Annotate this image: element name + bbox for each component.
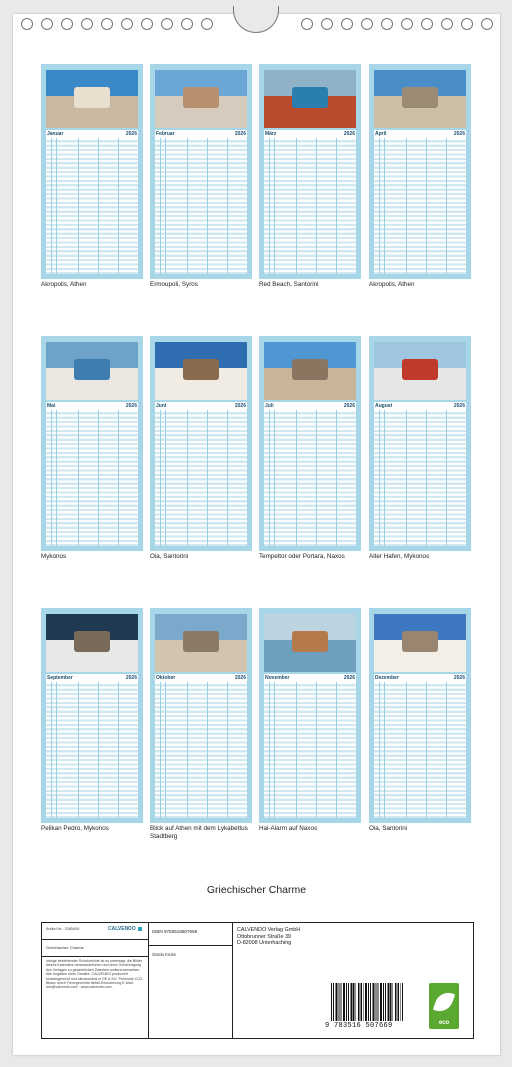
- month-year: 2026: [234, 130, 246, 137]
- ring-hole: [321, 18, 333, 30]
- month-header: [264, 674, 356, 681]
- day-rows: [374, 410, 466, 546]
- month-tile: [41, 608, 143, 823]
- photo-caption: Alter Hafen, Mykonos: [369, 553, 430, 560]
- day-rows: [374, 682, 466, 818]
- month-tile: [369, 336, 471, 551]
- month-tile: [41, 64, 143, 279]
- month-photo: [155, 342, 247, 400]
- publisher-address: [237, 927, 300, 947]
- month-photo: [46, 614, 138, 672]
- ring-hole: [121, 18, 133, 30]
- short-title: Griechischer Charme: [46, 945, 84, 950]
- month-header: [155, 130, 247, 137]
- calendar-page: [13, 14, 500, 1055]
- ring-hole: [401, 18, 413, 30]
- photo-caption: Blick auf Athen mit dem Lykabettus Stadtberg: [150, 825, 248, 840]
- month-header: [155, 674, 247, 681]
- ring-hole: [41, 18, 53, 30]
- day-rows: [264, 410, 356, 546]
- month-tile: [369, 64, 471, 279]
- ring-hole: [161, 18, 173, 30]
- month-year: 2026: [125, 674, 137, 681]
- month-tile: [259, 608, 361, 823]
- month-name: Juni: [156, 402, 167, 409]
- barcode: [331, 983, 403, 1021]
- day-rows: [374, 138, 466, 274]
- ring-hole: [461, 18, 473, 30]
- day-rows: [46, 138, 138, 274]
- ring-hole: [141, 18, 153, 30]
- ring-hole: [361, 18, 373, 30]
- ring-hole: [481, 18, 493, 30]
- month-grid-table: [264, 402, 356, 546]
- month-name: Februar: [156, 130, 175, 137]
- month-grid-table: [264, 130, 356, 274]
- month-header: [374, 130, 466, 137]
- month-header: [374, 402, 466, 409]
- month-tile: [41, 336, 143, 551]
- imprint-right-column: [233, 923, 473, 1038]
- publisher-line: CALVENDO Verlag GmbH: [237, 927, 301, 933]
- ring-hole: [61, 18, 73, 30]
- ring-hole: [181, 18, 193, 30]
- month-year: 2026: [453, 674, 465, 681]
- month-tile: [369, 608, 471, 823]
- ring-hole: [201, 18, 213, 30]
- photo-caption: Hai-Alarm auf Naxos: [259, 825, 318, 832]
- ring-hole: [381, 18, 393, 30]
- imprint-middle-column: [149, 923, 233, 1038]
- ring-hole: [81, 18, 93, 30]
- month-year: 2026: [343, 674, 355, 681]
- day-rows: [264, 682, 356, 818]
- month-photo: [264, 70, 356, 128]
- month-photo: [374, 70, 466, 128]
- ring-hole: [441, 18, 453, 30]
- day-rows: [155, 410, 247, 546]
- photo-caption: Ermoupoli, Syros: [150, 281, 198, 288]
- month-grid-table: [46, 130, 138, 274]
- month-grid-table: [374, 130, 466, 274]
- ring-hole: [101, 18, 113, 30]
- photo-caption: Akropolis, Athen: [369, 281, 415, 288]
- month-photo: [46, 342, 138, 400]
- imprint-box: [41, 922, 474, 1039]
- month-name: Mai: [47, 402, 56, 409]
- isbn: ISBN 9783516507669: [152, 929, 198, 934]
- photo-caption: Pelikan Pedro, Mykonos: [41, 825, 109, 832]
- photo-caption: Oia, Santorini: [150, 553, 189, 560]
- month-grid-table: [155, 402, 247, 546]
- month-year: 2026: [453, 130, 465, 137]
- eco-badge: [429, 983, 459, 1029]
- month-tile: [259, 64, 361, 279]
- ring-hole: [421, 18, 433, 30]
- month-header: [264, 402, 356, 409]
- month-tile: [150, 608, 252, 823]
- month-grid-table: [264, 674, 356, 818]
- article-number: Artikel Nr.: 2085405: [46, 927, 80, 931]
- barcode-number: 9 783516 507669: [325, 1022, 393, 1030]
- month-year: 2026: [234, 674, 246, 681]
- month-name: Dezember: [375, 674, 399, 681]
- photo-caption: Mykonos: [41, 553, 67, 560]
- month-header: [46, 402, 138, 409]
- month-year: 2026: [234, 402, 246, 409]
- month-tile: [259, 336, 361, 551]
- legal-text: Infolge bestehender Schutzrechte ist es untersagt, die Bilder dieses Kalenders herauszutrennen und ohne Genehmigung des Verlages zu gewerblichen Zwecken weiterzuverwerten. Alle Angaben ohne Gewähr. CALVENDO produziert bedarfsgerecht und klimaneutral in DE & EU. Preisnote CO2-Bilanz durch Trenngerechte Abfall-Reduzierung E-Mail: info@calvendo.com · www.calvendo.com: [46, 959, 144, 990]
- divider: [149, 945, 232, 946]
- author-name: Gisela Kruse: [152, 952, 176, 957]
- month-name: April: [375, 130, 387, 137]
- month-grid-table: [46, 402, 138, 546]
- day-rows: [155, 682, 247, 818]
- month-name: Januar: [47, 130, 64, 137]
- month-header: [374, 674, 466, 681]
- month-photo: [155, 70, 247, 128]
- photo-caption: Tempeltor oder Portara, Naxos: [259, 553, 345, 560]
- publisher-line: D-82008 Unterhaching: [237, 940, 292, 946]
- month-name: Oktober: [156, 674, 176, 681]
- month-year: 2026: [343, 402, 355, 409]
- month-photo: [155, 614, 247, 672]
- calendar-title: Griechischer Charme: [206, 884, 307, 896]
- month-photo: [46, 70, 138, 128]
- photo-caption: Red Beach, Santorini: [259, 281, 319, 288]
- month-name: August: [375, 402, 393, 409]
- month-name: Juli: [265, 402, 274, 409]
- month-photo: [374, 614, 466, 672]
- month-name: März: [265, 130, 277, 137]
- leaf-icon: [433, 989, 456, 1015]
- month-tile: [150, 64, 252, 279]
- divider: [42, 939, 148, 940]
- month-grid-table: [155, 674, 247, 818]
- publisher-line: Ottobrunner Straße 39: [237, 933, 291, 940]
- ring-hole: [301, 18, 313, 30]
- imprint-left-column: [42, 923, 149, 1038]
- photo-caption: Akropolis, Athen: [41, 281, 87, 288]
- divider: [42, 956, 148, 957]
- month-grid-table: [155, 130, 247, 274]
- month-year: 2026: [125, 402, 137, 409]
- month-grid-table: [374, 674, 466, 818]
- month-header: [155, 402, 247, 409]
- month-grid-table: [374, 402, 466, 546]
- day-rows: [264, 138, 356, 274]
- month-year: 2026: [453, 402, 465, 409]
- month-header: [46, 674, 138, 681]
- month-grid-table: [46, 674, 138, 818]
- month-name: November: [265, 674, 290, 681]
- month-photo: [264, 614, 356, 672]
- month-header: [264, 130, 356, 137]
- month-year: 2026: [125, 130, 137, 137]
- day-rows: [46, 682, 138, 818]
- day-rows: [155, 138, 247, 274]
- month-header: [46, 130, 138, 137]
- eco-label: eco: [438, 1020, 450, 1026]
- month-year: 2026: [343, 130, 355, 137]
- ring-hole: [21, 18, 33, 30]
- month-tile: [150, 336, 252, 551]
- publisher-logo: CALVENDO: [108, 926, 142, 932]
- day-rows: [46, 410, 138, 546]
- month-photo: [264, 342, 356, 400]
- month-name: September: [47, 674, 73, 681]
- ring-hole: [341, 18, 353, 30]
- photo-caption: Oia, Santorini: [369, 825, 408, 832]
- month-photo: [374, 342, 466, 400]
